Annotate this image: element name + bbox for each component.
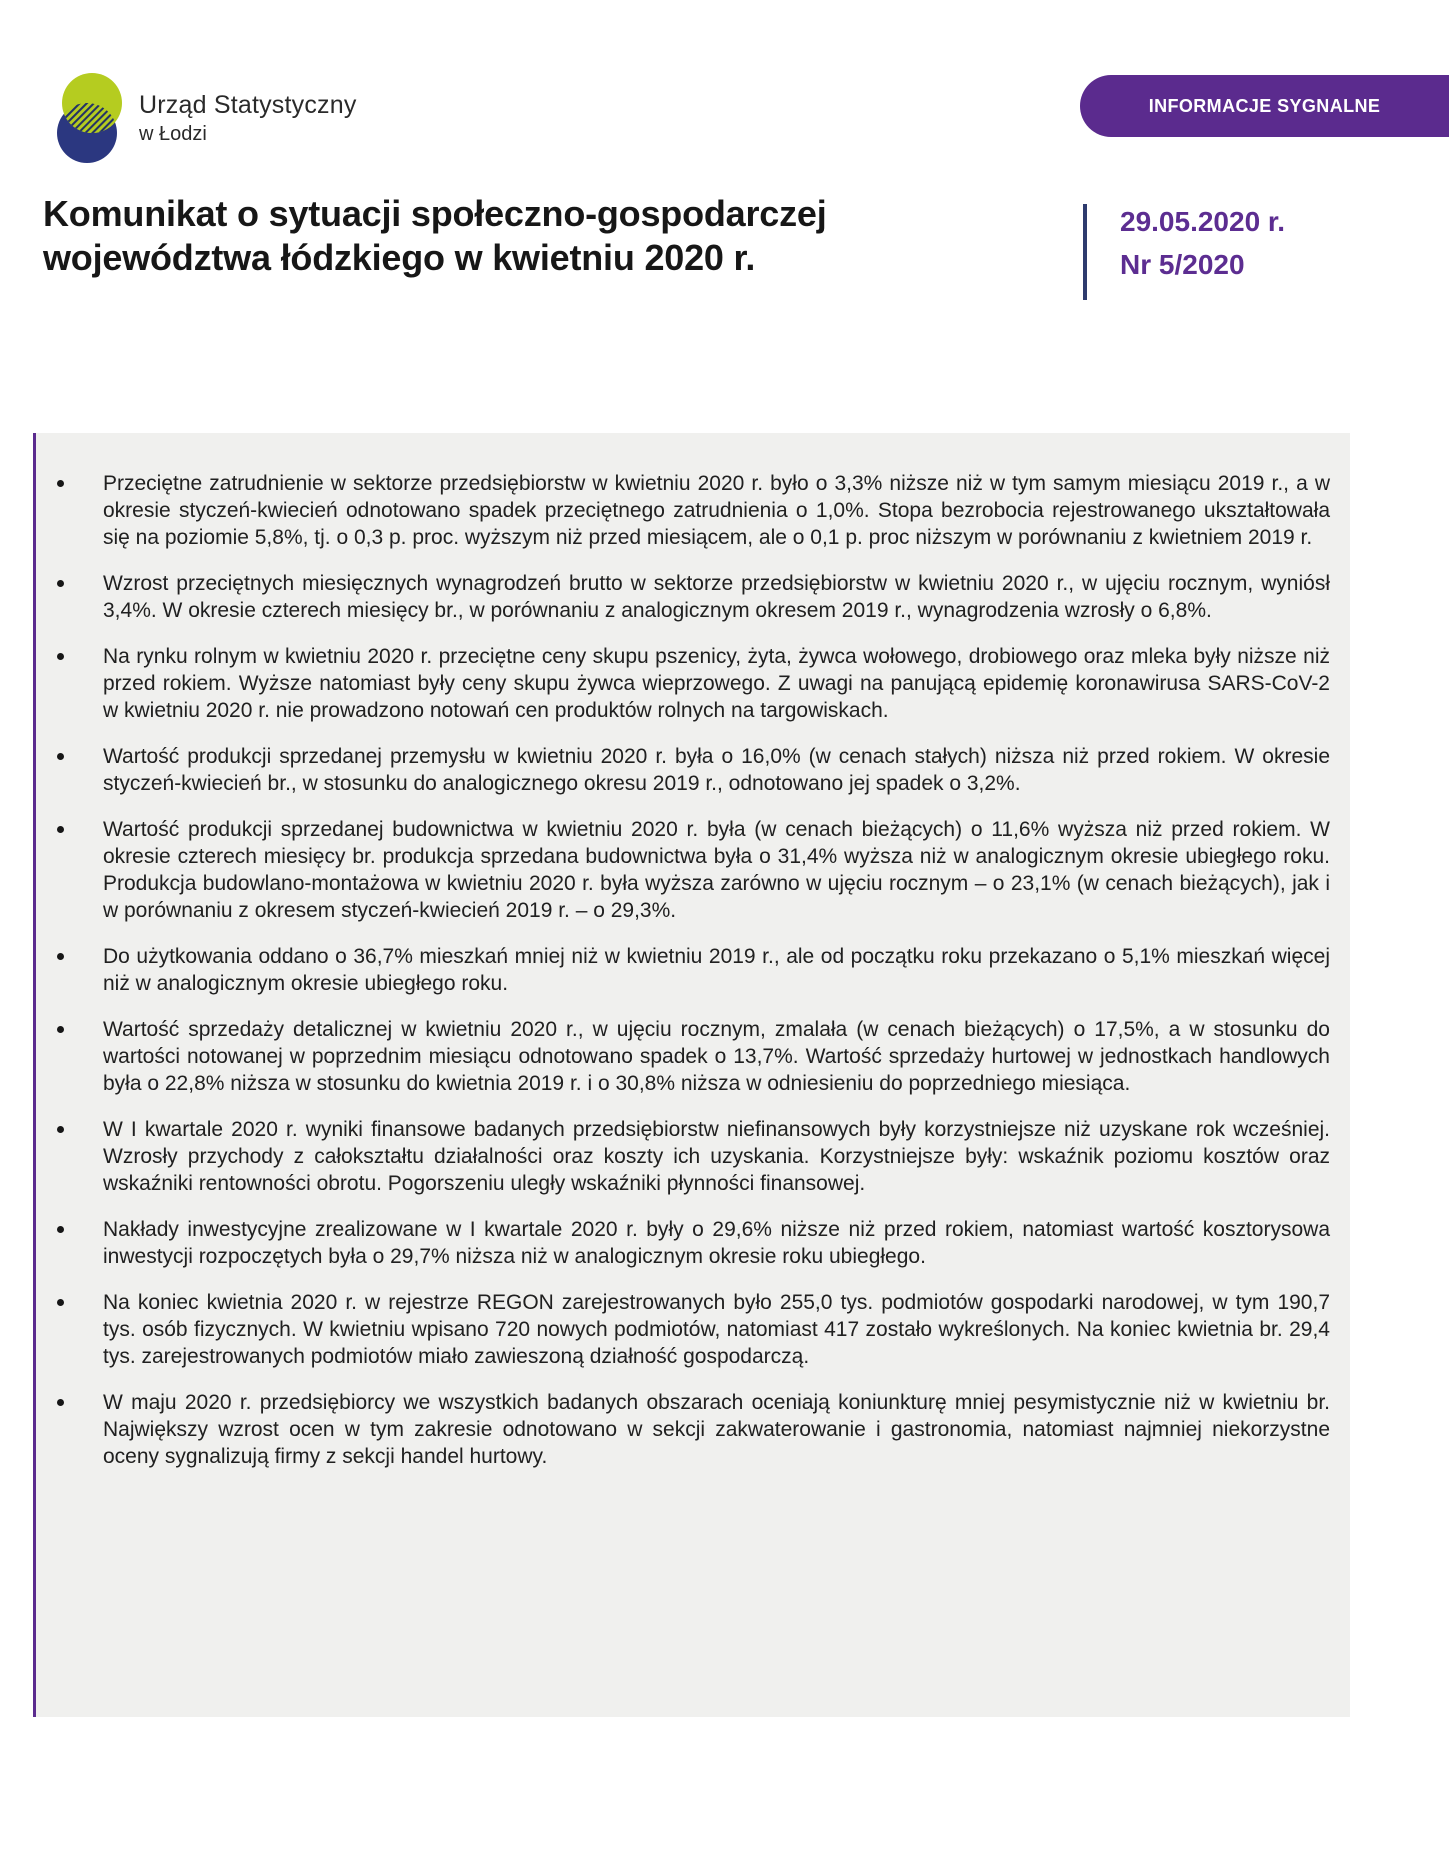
bullet-item-construction: Wartość produkcji sprzedanej budownictwa w kwietniu 2020 r. była (w cenach bieżących) o 11,6% wyższa niż przed rokiem. W okresie czterech miesięcy br. produkcja sprzedana budownictwa była o 31,4% wyższa niż w analogicznym okresie ubiegłego roku. Produkcja budowlano-montażowa w kwietniu 2020 r. była wyższa zarówno w ujęciu rocznym – o 23,1% (w cenach bieżących), jak i w porównaniu z okresem styczeń-kwiecień 2019 r. – o 29,3%. [103, 818, 1330, 922]
bullet-item-investments: Nakłady inwestycyjne zrealizowane w I kwartale 2020 r. były o 29,6% niższe niż przed rokiem, natomiast wartość kosztorysowa inwestycji rozpoczętych była o 29,7% niższa niż w analogicznym okresie roku ubiegłego. [103, 1218, 1330, 1268]
bullet-item-financial-results: W I kwartale 2020 r. wyniki finansowe badanych przedsiębiorstw niefinansowych były korzystniejsze niż uzyskane rok wcześniej. Wzrosły przychody z całokształtu działalności oraz koszty ich uzyskania. Korzystniejsze były: wskaźnik poziomu kosztów oraz wskaźniki rentowności obrotu. Pogorszeniu uległy wskaźniki płynności finansowej. [103, 1118, 1330, 1195]
logo-circles-icon [55, 70, 125, 166]
bullet-item-regon: Na koniec kwietnia 2020 r. w rejestrze REGON zarejestrowanych było 255,0 tys. podmiotów gospodarki narodowej, w tym 190,7 tys. osób fizycznych. W kwietniu wpisano 720 nowych podmiotów, natomiast 417 zostało wykreślonych. Na koniec kwietnia br. 29,4 tys. zarejestrowanych podmiotów miało zawieszoną działność gospodarczą. [103, 1291, 1330, 1368]
bullet-item-industry: Wartość produkcji sprzedanej przemysłu w kwietniu 2020 r. była o 16,0% (w cenach stałych) niższa niż przed rokiem. W okresie styczeń-kwiecień br., w stosunku do analogicznego okresu 2019 r., odnotowano jej spadek o 3,2%. [103, 745, 1330, 795]
bullet-item-housing: Do użytkowania oddano o 36,7% mieszkań mniej niż w kwietniu 2019 r., ale od początku roku przekazano o 5,1% mieszkań więcej niż w analogicznym okresie ubiegłego roku. [103, 945, 1330, 995]
informacje-sygnalne-badge: INFORMACJE SYGNALNE [1080, 75, 1449, 137]
logo-text [139, 91, 357, 146]
bullet-item-business-climate: W maju 2020 r. przedsiębiorcy we wszystkich badanych obszarach oceniają koniunkturę mniej pesymistycznie niż w kwietniu br. Największy wzrost ocen w tym zakresie odnotowano w sekcji zakwaterowanie i gastronomia, natomiast najmniej niekorzystne oceny sygnalizują firmy z sekcji handel hurtowy. [103, 1391, 1330, 1468]
logo-org-name: Urząd Statystyczny [139, 90, 357, 119]
statistical-office-logo [55, 70, 357, 166]
summary-box [33, 433, 1350, 1717]
vertical-divider [1083, 204, 1087, 300]
bullet-item-agriculture: Na rynku rolnym w kwietniu 2020 r. przeciętne ceny skupu pszenicy, żyta, żywca wołowego, drobiowego oraz mleka były niższe niż przed rokiem. Wyższe natomiast były ceny skupu żywca wieprzowego. Z uwagi na panującą epidemię koronawirusa SARS-CoV-2 w kwietniu 2020 r. nie prowadzono notowań cen produktów rolnych na targowiskach. [103, 645, 1330, 722]
publication-date: 29.05.2020 r. [1120, 206, 1286, 237]
bullet-item-retail: Wartość sprzedaży detalicznej w kwietniu 2020 r., w ujęciu rocznym, zmalała (w cenach bieżących) o 17,5%, a w stosunku do wartości notowanej w poprzednim miesiącu odnotowano spadek o 13,7%. Wartość sprzedaży hurtowej w jednostkach handlowych była o 22,8% niższa w stosunku do kwietnia 2019 r. i o 30,8% niższa w odniesieniu do poprzedniego miesiąca. [103, 1018, 1330, 1095]
bullet-item-wages: Wzrost przeciętnych miesięcznych wynagrodzeń brutto w sektorze przedsiębiorstw w kwietniu 2020 r., w ujęciu rocznym, wyniósł 3,4%. W okresie czterech miesięcy br., w porównaniu z analogicznym okresem 2019 r., wynagrodzenia wzrosły o 6,8%. [103, 572, 1330, 622]
page-title-line2: województwa łódzkiego w kwietniu 2020 r. [43, 237, 756, 279]
page-title [43, 192, 1023, 281]
logo-org-location: w Łodzi [139, 122, 207, 145]
bullet-item-employment: Przeciętne zatrudnienie w sektorze przedsiębiorstw w kwietniu 2020 r. było o 3,3% niższe niż w tym samym miesiącu 2019 r., a w okresie styczeń-kwiecień odnotowano spadek przeciętnego zatrudnienia o 1,0%. Stopa bezrobocia rejestrowanego ukształtowała się na poziomie 5,8%, tj. o 0,3 p. proc. wyższym niż przed miesiącem, ale o 0,1 p. proc niższym w porównaniu z kwietniem 2019 r. [103, 472, 1330, 549]
bullet-list [103, 470, 1330, 1470]
page-title-line1: Komunikat o sytuacji społeczno-gospodarczej [43, 193, 827, 234]
issue-meta [1120, 200, 1285, 287]
issue-number: Nr 5/2020 [1120, 249, 1245, 281]
